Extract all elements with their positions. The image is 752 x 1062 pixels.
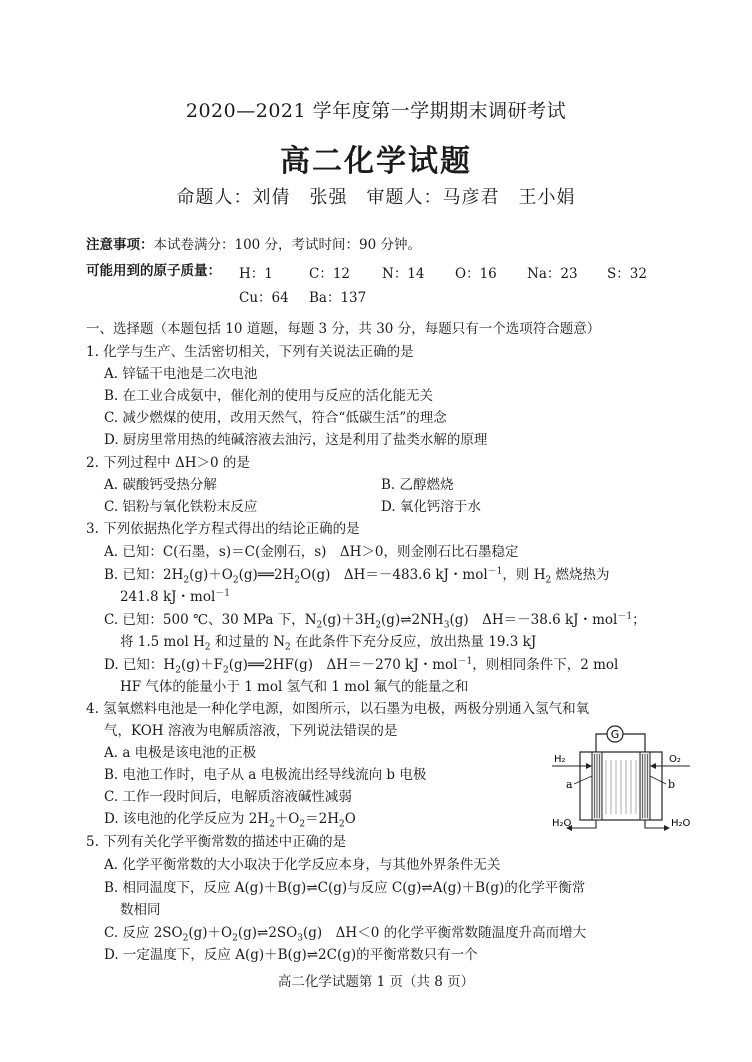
atomic-mass-item: H：1 [239,266,273,282]
atomic-mass-item: C：12 [309,266,351,282]
q4-option-b: B. 电池工作时，电子从 a 电极流出经导线流向 b 电极 [104,767,427,783]
notes-text: 本试卷满分：100 分，考试时间：90 分钟。 [153,237,422,253]
notes-line [86,236,421,254]
electrode-a-label: a [566,778,573,791]
q1-option-b: B. 在工业合成氨中，催化剂的使用与反应的活化能无关 [104,388,434,404]
q2-option-b: B. 乙醇燃烧 [381,477,454,493]
q3-option-d-cont: HF 气体的能量小于 1 mol 氢气和 1 mol 氟气的能量之和 [120,679,469,695]
q3-stem: 3. 下列依据热化学方程式得出的结论正确的是 [86,521,360,537]
atomic-mass-item: Ba：137 [309,290,367,306]
q2-stem: 2. 下列过程中 ΔH＞0 的是 [86,455,250,471]
q5-option-a: A. 化学平衡常数的大小取决于化学反应本身，与其他外界条件无关 [104,857,501,873]
q4-stem-line1: 4. 氢氧燃料电池是一种化学电源，如图所示，以石墨为电极，两极分别通入氢气和氧 [86,701,590,717]
q5-option-b: B. 相同温度下，反应 A(g)＋B(g)⇌C(g)与反应 C(g)⇌A(g)＋B(g)的化学平衡常 [104,880,586,896]
notes-label: 注意事项： [86,237,154,253]
q1-option-a: A. 锌锰干电池是二次电池 [104,366,258,382]
atomic-mass-item: Na：23 [527,266,578,282]
q3-option-b: B. 已知：$2H_2(g)+O_2(g)══2H_2O(g)$ ΔH＝－483.6 kJ・mol$^{-1}$，则 $H_2$ 燃烧热为 [104,566,610,586]
atomic-mass-label: 可能用到的原子质量： [86,263,221,279]
q5-stem: 5. 下列有关化学平衡常数的描述中正确的是 [86,834,347,850]
q4-option-c: C. 工作一段时间后，电解质溶液碱性减弱 [104,789,352,805]
q4-option-a: A. a 电极是该电池的正极 [104,745,257,761]
exam-title: 2020—2021 学年度第一学期期末调研考试 [185,100,567,122]
q3-option-b-cont: 241.8 kJ・mol$^{-1}$ [120,588,231,605]
q3-option-c: C. 已知：500 ℃、30 MPa 下，$N_2(g)+3H_2(g)\rightleftharpoons 2NH_3(g)$ ΔH＝－38.6 kJ・mol$^{-1}$； [104,611,646,631]
q1-option-c: C. 减少燃煤的使用，改用天然气，符合“低碳生活”的理念 [104,410,447,426]
q3-option-c-cont: 将 1.5 mol $H_2$ 和过量的 $N_2$ 在此条件下充分反应，放出热量 19.3 kJ [120,634,537,653]
galvanometer-label: G [610,728,620,741]
q2-option-a: A. 碳酸钙受热分解 [104,477,217,493]
o2-label: O₂ [669,754,681,765]
atomic-mass-item: O：16 [455,266,497,282]
q5-option-c: C. 反应 $2SO_2(g)+O_2(g)\rightleftharpoons 2SO_3(g)$ ΔH＜0 的化学平衡常数随温度升高而增大 [104,925,587,944]
q2-option-d: D. 氧化钙溶于水 [381,499,481,515]
q4-stem-line2: 气，KOH 溶液为电解质溶液，下列说法错误的是 [104,723,398,739]
q1-option-d: D. 厨房里常用热的纯碱溶液去油污，这是利用了盐类水解的原理 [104,432,488,448]
electrode-b-label: b [668,778,676,791]
q2-option-c: C. 铝粉与氧化铁粉末反应 [104,499,258,515]
section-heading: 一、选择题（本题包括 10 道题，每题 3 分，共 30 分，每题只有一个选项符合题意） [86,321,601,337]
h2o-right-label: H₂O [671,818,690,829]
atomic-mass-item: N：14 [382,266,425,282]
h2o-left-label: H₂O [552,818,572,829]
page-footer: 高二化学试题第 1 页（共 8 页） [277,974,475,990]
h2-label: H₂ [554,754,566,765]
q5-option-b-cont: 数相同 [120,902,161,918]
subject-title: 高二化学试题 [280,144,472,179]
atomic-mass-item: Cu：64 [239,290,289,306]
q5-option-d: D. 一定温度下，反应 A(g)＋B(g)⇌2C(g)的平衡常数只有一个 [104,947,478,963]
fuel-cell-diagram [552,722,690,834]
q4-option-d: D. 该电池的化学反应为 $2H_2+O_2=2H_2O$ [104,811,356,830]
q1-stem: 1. 化学与生产、生活密切相关，下列有关说法正确的是 [86,344,414,360]
q3-option-d: D. 已知：$H_2(g)+F_2(g)══2HF(g)$ ΔH＝－270 kJ・mol$^{-1}$，则相同条件下，2 mol [104,656,619,676]
atomic-mass-item: S：32 [607,266,647,282]
q3-option-a: A. 已知：C(石墨，s)＝C(金刚石，s) ΔH＞0，则金刚石比石墨稳定 [104,544,519,560]
authors-line: 命题人：刘倩 张强 审题人：马彦君 王小娟 [176,187,576,208]
